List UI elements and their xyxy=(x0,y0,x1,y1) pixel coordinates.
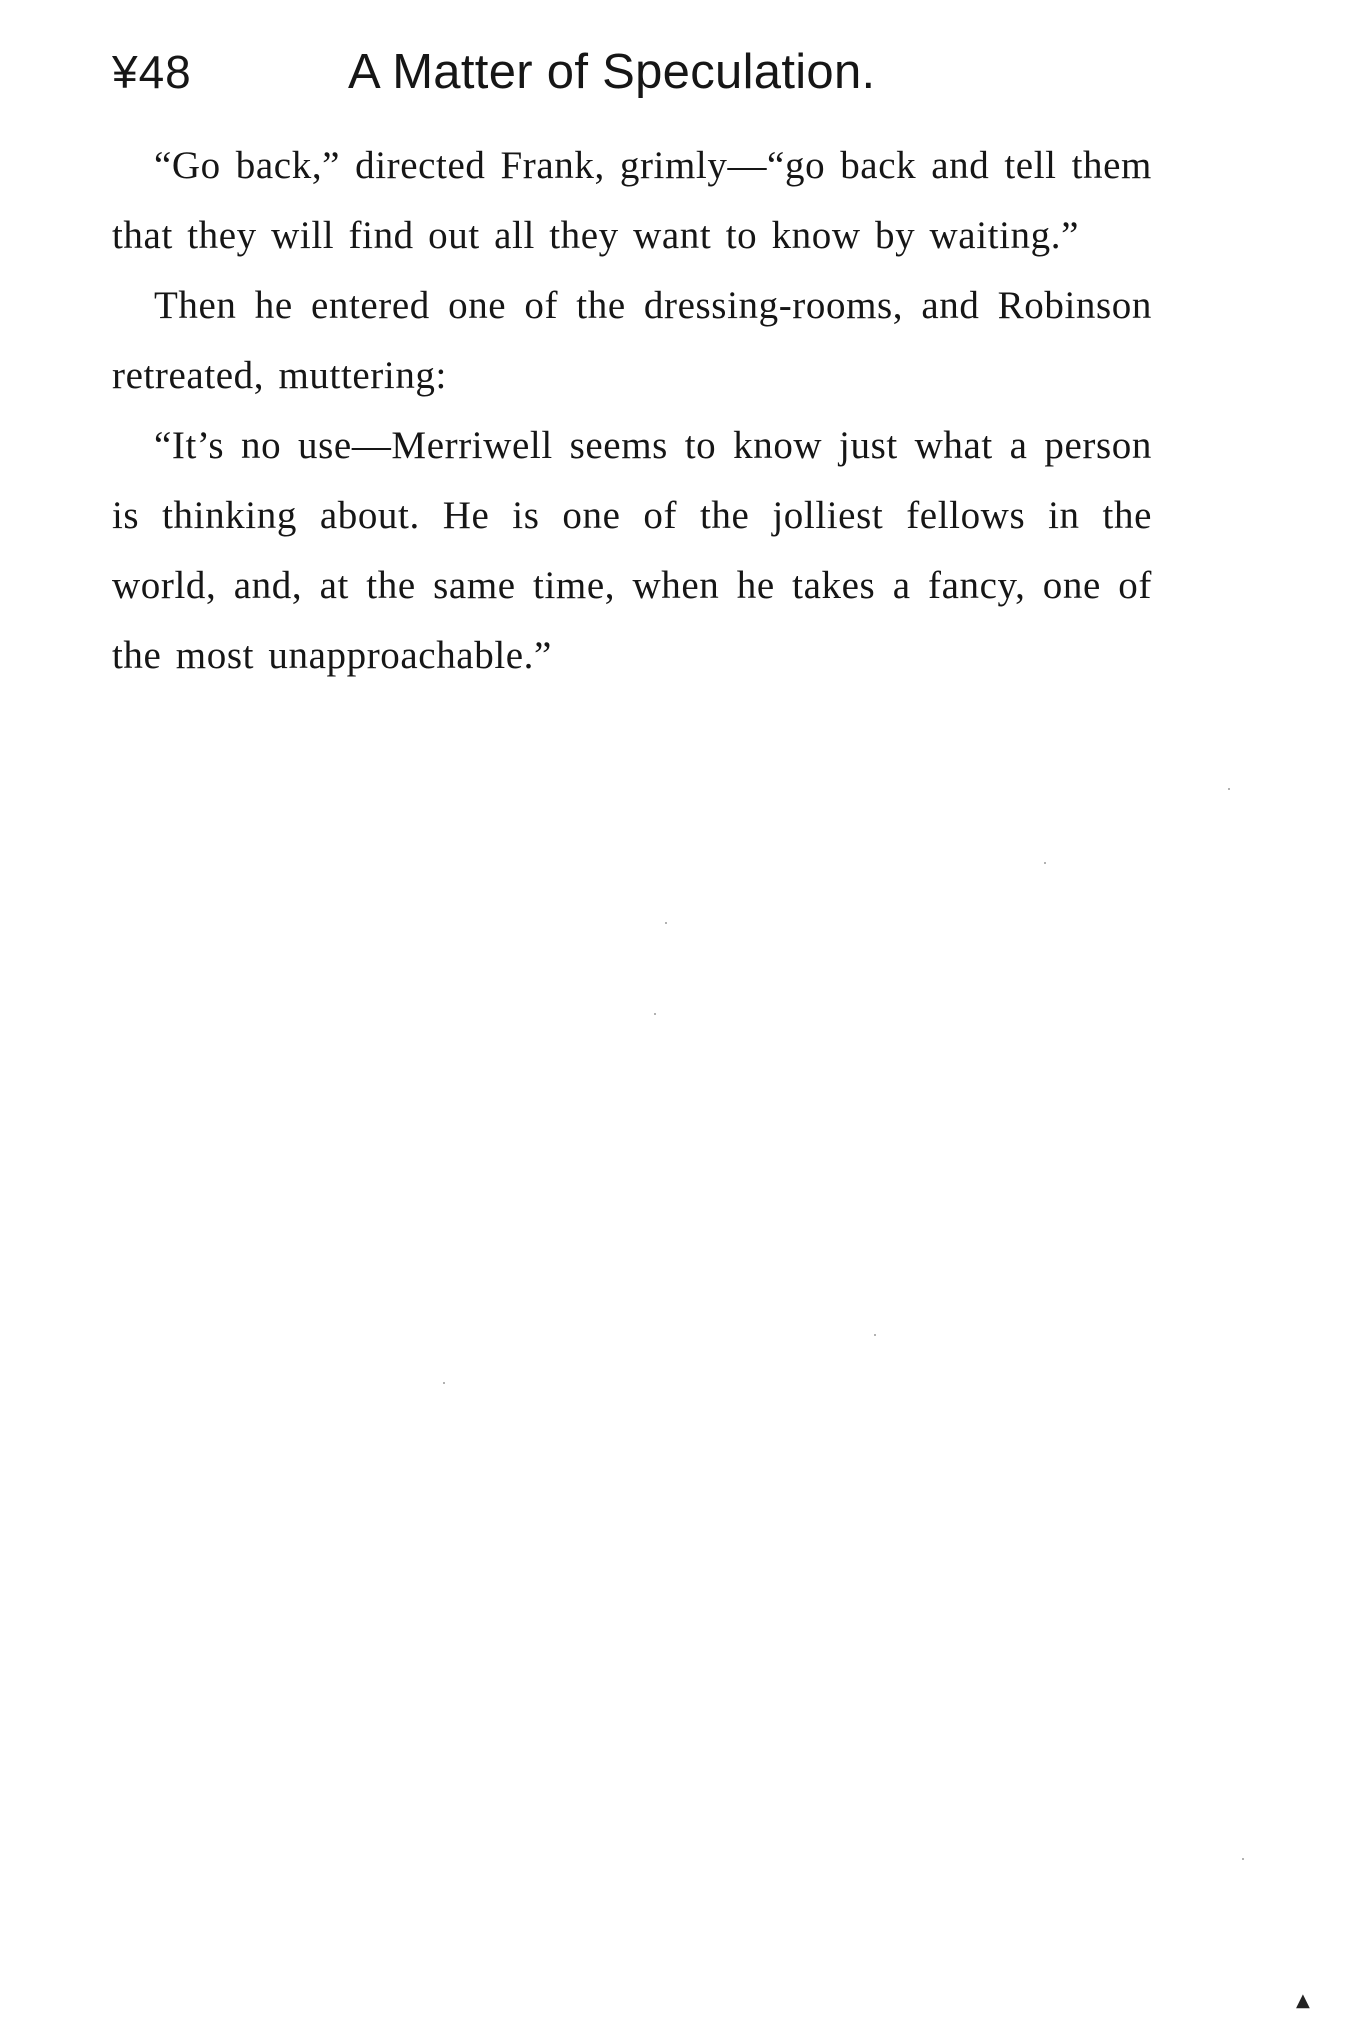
body-text xyxy=(112,131,1152,691)
scan-speck xyxy=(1242,1858,1244,1860)
scan-speck xyxy=(443,1382,445,1384)
scan-speck xyxy=(1228,788,1230,790)
scan-speck xyxy=(1044,862,1046,864)
scan-speck xyxy=(874,1334,876,1336)
page-header xyxy=(112,38,1152,108)
scan-speck xyxy=(665,922,667,924)
paragraph: “Go back,” directed Frank, grimly—“go back and tell them that they will find out all they want to know by waiting.” xyxy=(112,144,1152,257)
running-title: A Matter of Speculation. xyxy=(348,45,876,99)
page-number: ¥48 xyxy=(112,46,192,98)
paragraph: “It’s no use—Merriwell seems to know just what a person is thinking about. He is one of the jolliest fellows in the world, and, at the same time, when he takes a fancy, one of the most unapproachable.” xyxy=(112,424,1152,677)
paragraph: Then he entered one of the dressing-rooms, and Robinson retreated, muttering: xyxy=(112,284,1152,397)
scan-speck xyxy=(654,1013,656,1015)
scan-mark: ▲ xyxy=(1296,1990,1310,2011)
